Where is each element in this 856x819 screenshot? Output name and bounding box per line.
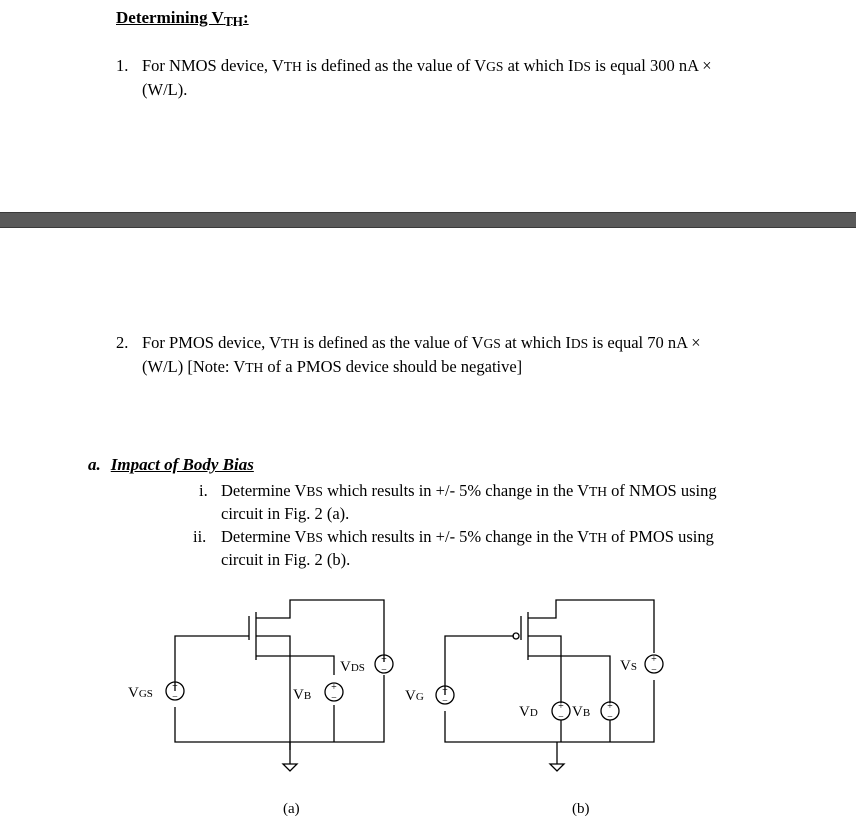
plus-mark: +	[172, 681, 178, 692]
vd-label: VD	[519, 704, 538, 720]
minus-mark: −	[331, 693, 337, 704]
item-number: 2.	[116, 333, 129, 352]
figure-b-caption: (b)	[572, 801, 590, 817]
vgs-label: VGS	[128, 685, 153, 701]
plus-mark: +	[651, 654, 657, 665]
sub-line-2: circuit in Fig. 2 (b).	[221, 550, 351, 569]
plus-mark: +	[558, 701, 564, 712]
minus-mark: −	[381, 665, 387, 676]
item-line-1: For NMOS device, VTH is defined as the value of VGS at which IDS is equal 300 nA ×	[142, 56, 712, 75]
figure-a-caption: (a)	[283, 801, 300, 817]
plus-mark: +	[607, 701, 613, 712]
sub-line-1: Determine VBS which results in +/- 5% change in the VTH of PMOS using	[221, 527, 714, 546]
page-heading: Determining $V_{TH}$:	[116, 8, 249, 29]
ground-symbol	[283, 764, 297, 771]
ground-rail	[445, 680, 654, 742]
ground-symbol	[550, 764, 564, 771]
nmos-transistor	[175, 600, 384, 750]
item-line-2: (W/L) [Note: VTH of a PMOS device should be negative]	[142, 357, 523, 376]
minus-mark: −	[442, 696, 448, 707]
minus-mark: −	[651, 665, 657, 676]
vb-label: VB	[293, 687, 312, 703]
minus-mark: −	[607, 712, 613, 723]
section-heading: a. Impact of Body Bias	[88, 455, 254, 474]
plus-mark: +	[331, 682, 337, 693]
item-number: 1.	[116, 56, 129, 75]
ground-rail	[175, 675, 384, 742]
plus-mark: +	[442, 685, 448, 696]
sub-line-1: Determine VBS which results in +/- 5% change in the VTH of NMOS using	[221, 481, 717, 500]
vds-label: VDS	[340, 659, 365, 675]
item-line-2: (W/L).	[142, 80, 188, 99]
vb-label: VB	[572, 704, 591, 720]
vg-label: VG	[405, 688, 424, 704]
minus-mark: −	[558, 712, 564, 723]
plus-mark: +	[381, 654, 387, 665]
minus-mark: −	[172, 692, 178, 703]
item-line-1: For PMOS device, VTH is defined as the value of VGS at which IDS is equal 70 nA ×	[142, 333, 701, 352]
pmos-transistor	[445, 600, 654, 703]
sub-line-2: circuit in Fig. 2 (a).	[221, 504, 350, 523]
vs-label: VS	[620, 658, 637, 674]
